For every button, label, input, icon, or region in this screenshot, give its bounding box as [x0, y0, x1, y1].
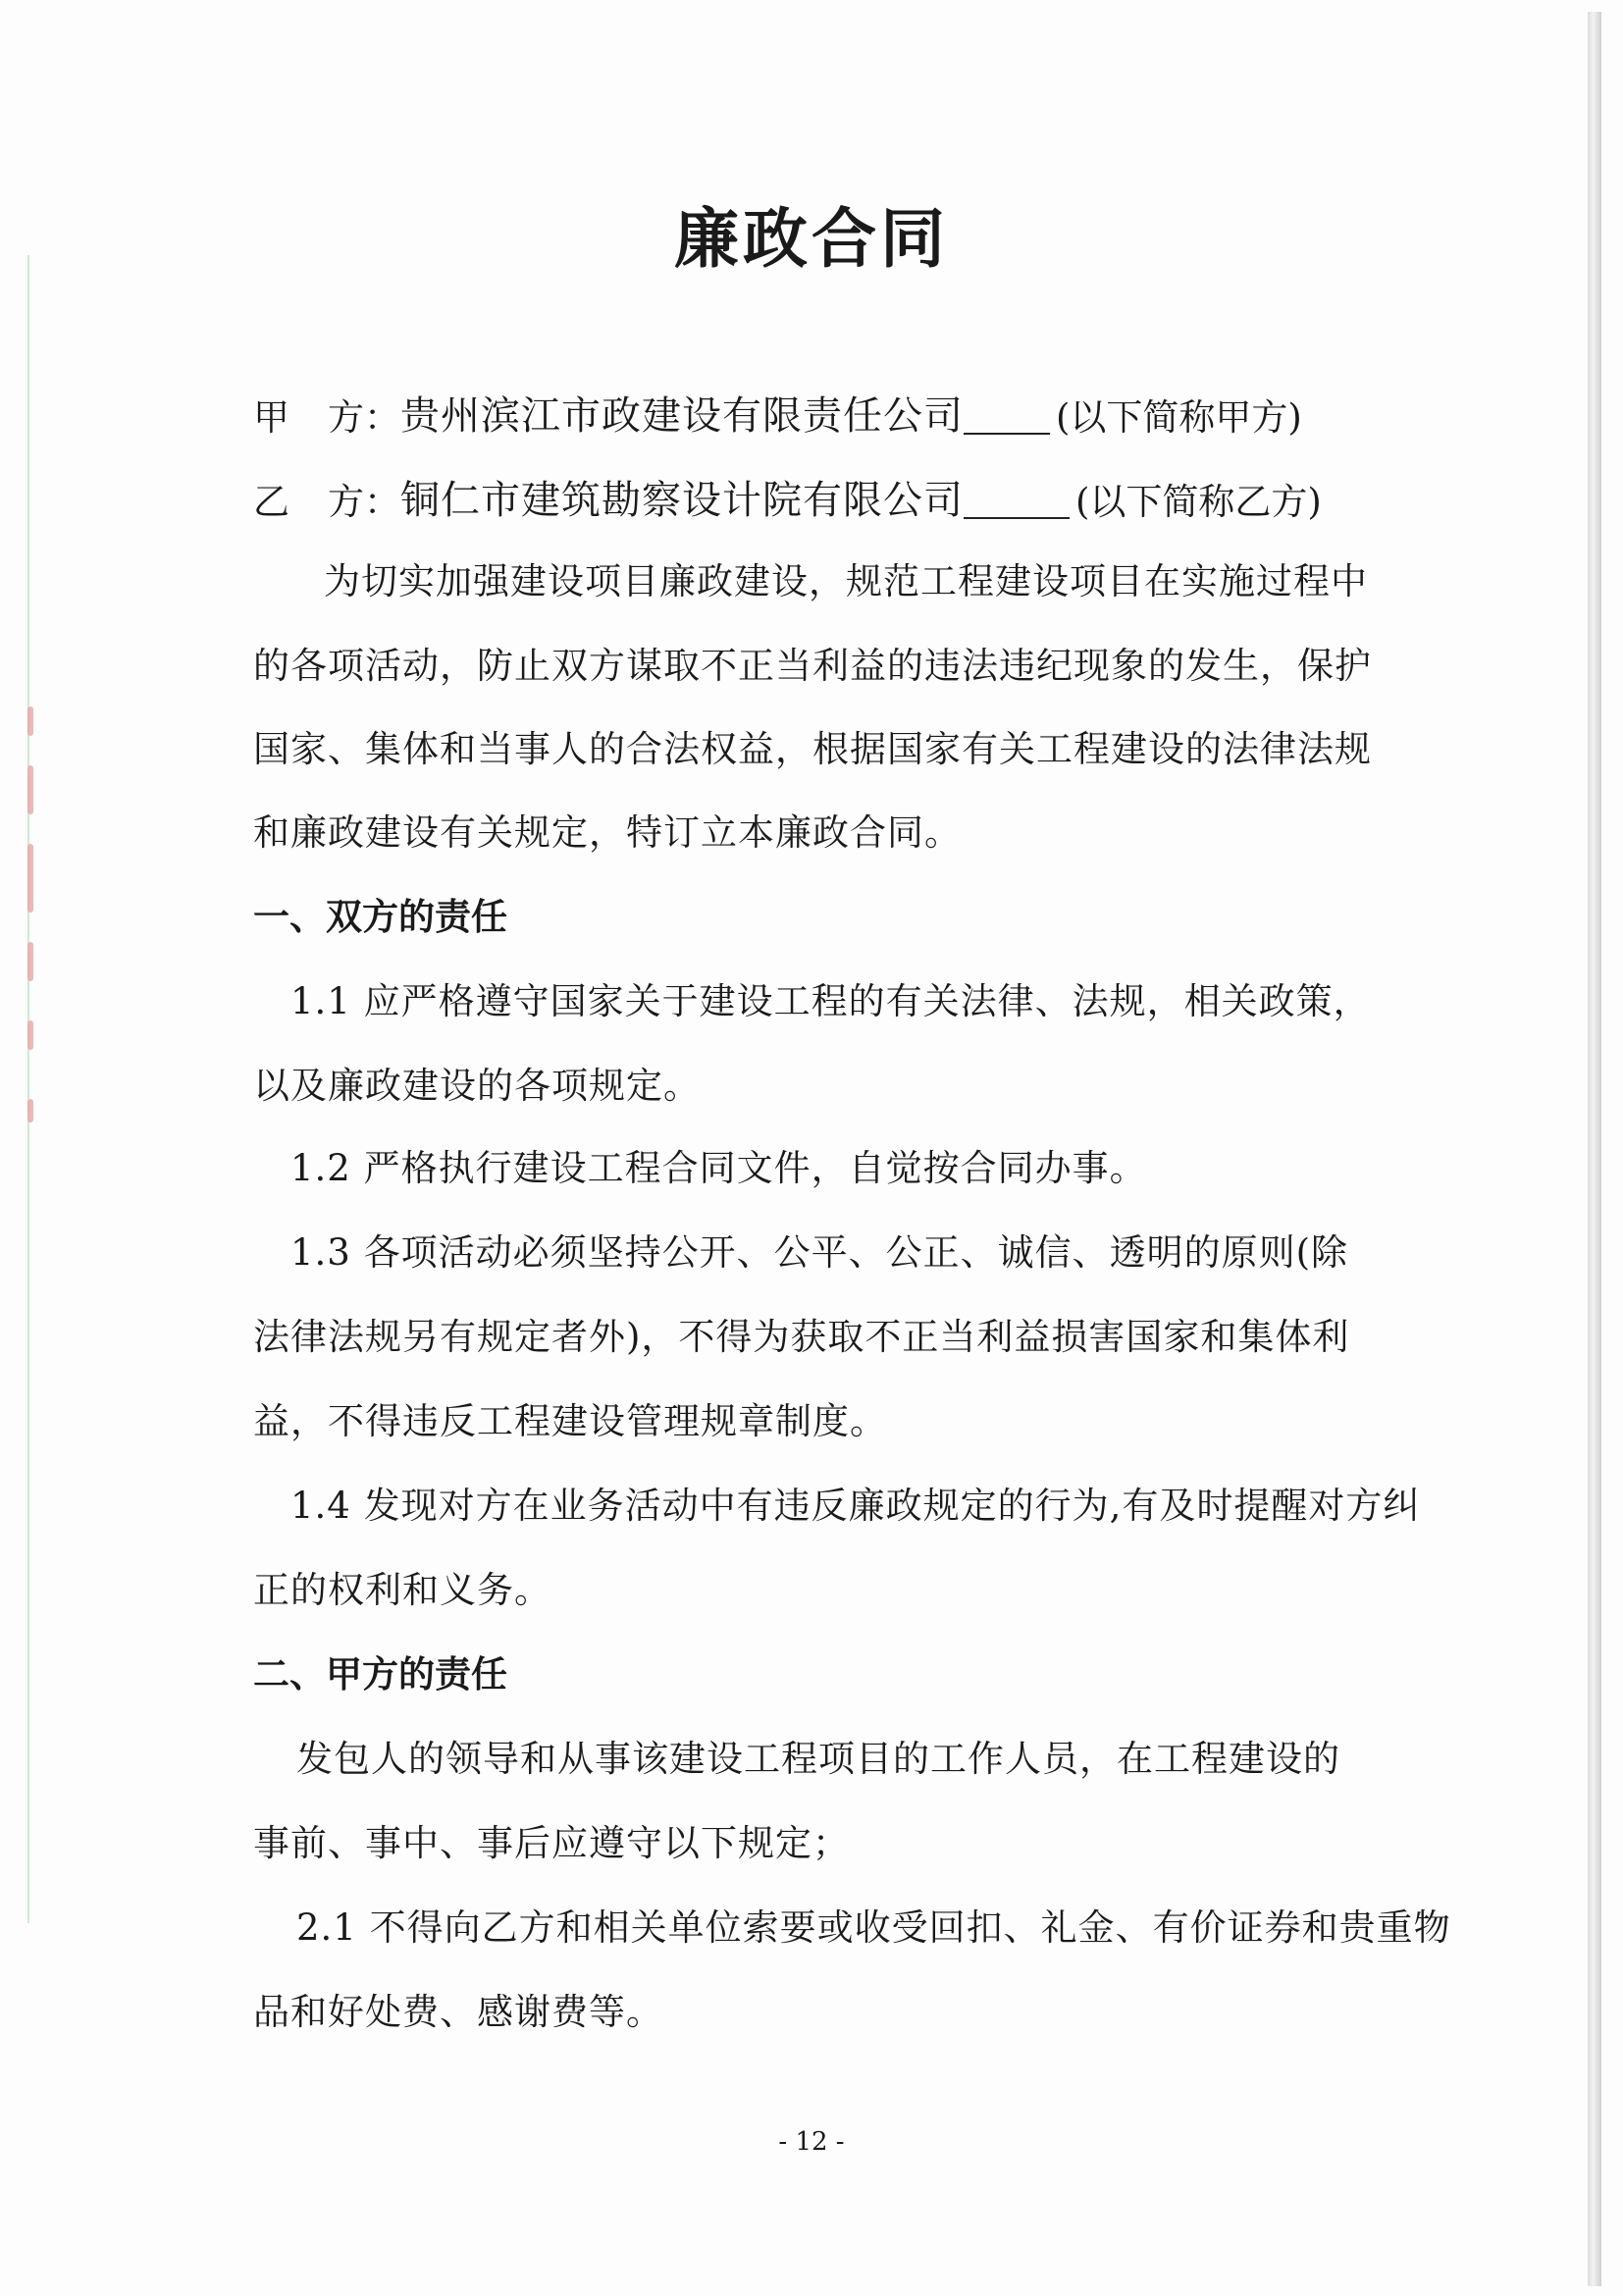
seal-mark: [27, 706, 33, 736]
underline: [964, 513, 1070, 519]
intro-line: 和廉政建设有关规定，特订立本廉政合同。: [253, 811, 962, 854]
party-a-label-char: 甲: [253, 396, 289, 439]
seal-mark: [27, 1020, 33, 1050]
party-b-label-char: 乙: [253, 481, 289, 523]
seal-mark: [27, 942, 33, 981]
party-a-label-suffix: 方：: [328, 396, 400, 439]
clause-line: 发包人的领导和从事该建设工程项目的工作人员，在工程建设的: [296, 1738, 1340, 1780]
intro-line: 为切实加强建设项目廉政建设，规范工程建设项目在实施过程中: [324, 560, 1368, 602]
party-b-name: 铜仁市建筑勘察设计院有限公司: [400, 478, 964, 523]
party-a-note: (以下简称甲方): [1056, 396, 1302, 439]
clause-line: 2.1 不得向乙方和相关单位索要或收受回扣、礼金、有价证券和贵重物: [296, 1906, 1451, 1949]
seal-mark: [27, 765, 33, 814]
clause-line: 1.1 应严格遵守国家关于建设工程的有关法律、法规，相关政策，: [290, 980, 1371, 1022]
document-title: 廉政合同: [674, 201, 949, 277]
section-heading-1: 一、双方的责任: [253, 896, 507, 938]
clause-line: 1.4 发现对方在业务活动中有违反廉政规定的行为,有及时提醒对方纠: [290, 1485, 1421, 1527]
seal-mark: [27, 844, 33, 913]
party-b-line: [253, 469, 1322, 525]
party-b-note: (以下简称乙方): [1075, 481, 1322, 523]
intro-line: 的各项活动，防止双方谋取不正当利益的违法违纪现象的发生，保护: [253, 645, 1372, 687]
clause-line: 以及廉政建设的各项规定。: [253, 1065, 701, 1107]
section-heading-2: 二、甲方的责任: [253, 1653, 507, 1696]
binding-seal-trace: [24, 706, 41, 1158]
clause-line: 1.3 各项活动必须坚持公开、公平、公正、诚信、透明的原则(除: [290, 1231, 1349, 1274]
underline: [964, 429, 1050, 435]
scan-edge: [1588, 12, 1601, 2286]
clause-line: 益，不得违反工程建设管理规章制度。: [253, 1400, 887, 1442]
party-a-line: [253, 385, 1302, 441]
clause-line: 法律法规另有规定者外)，不得为获取不正当利益损害国家和集体利: [253, 1316, 1350, 1358]
clause-line: 品和好处费、感谢费等。: [253, 1991, 663, 2033]
seal-mark: [27, 1099, 33, 1122]
clause-line: 正的权利和义务。: [253, 1569, 551, 1611]
party-b-label-suffix: 方：: [328, 481, 400, 523]
clause-line: 1.2 严格执行建设工程合同文件，自觉按合同办事。: [290, 1147, 1147, 1189]
party-a-label: [253, 388, 400, 441]
party-a-name: 贵州滨江市政建设有限责任公司: [400, 393, 964, 439]
page-number: - 12 -: [778, 2127, 845, 2157]
intro-line: 国家、集体和当事人的合法权益，根据国家有关工程建设的法律法规: [253, 728, 1372, 770]
party-b-label: [253, 472, 400, 525]
clause-line: 事前、事中、事后应遵守以下规定；: [253, 1822, 850, 1864]
